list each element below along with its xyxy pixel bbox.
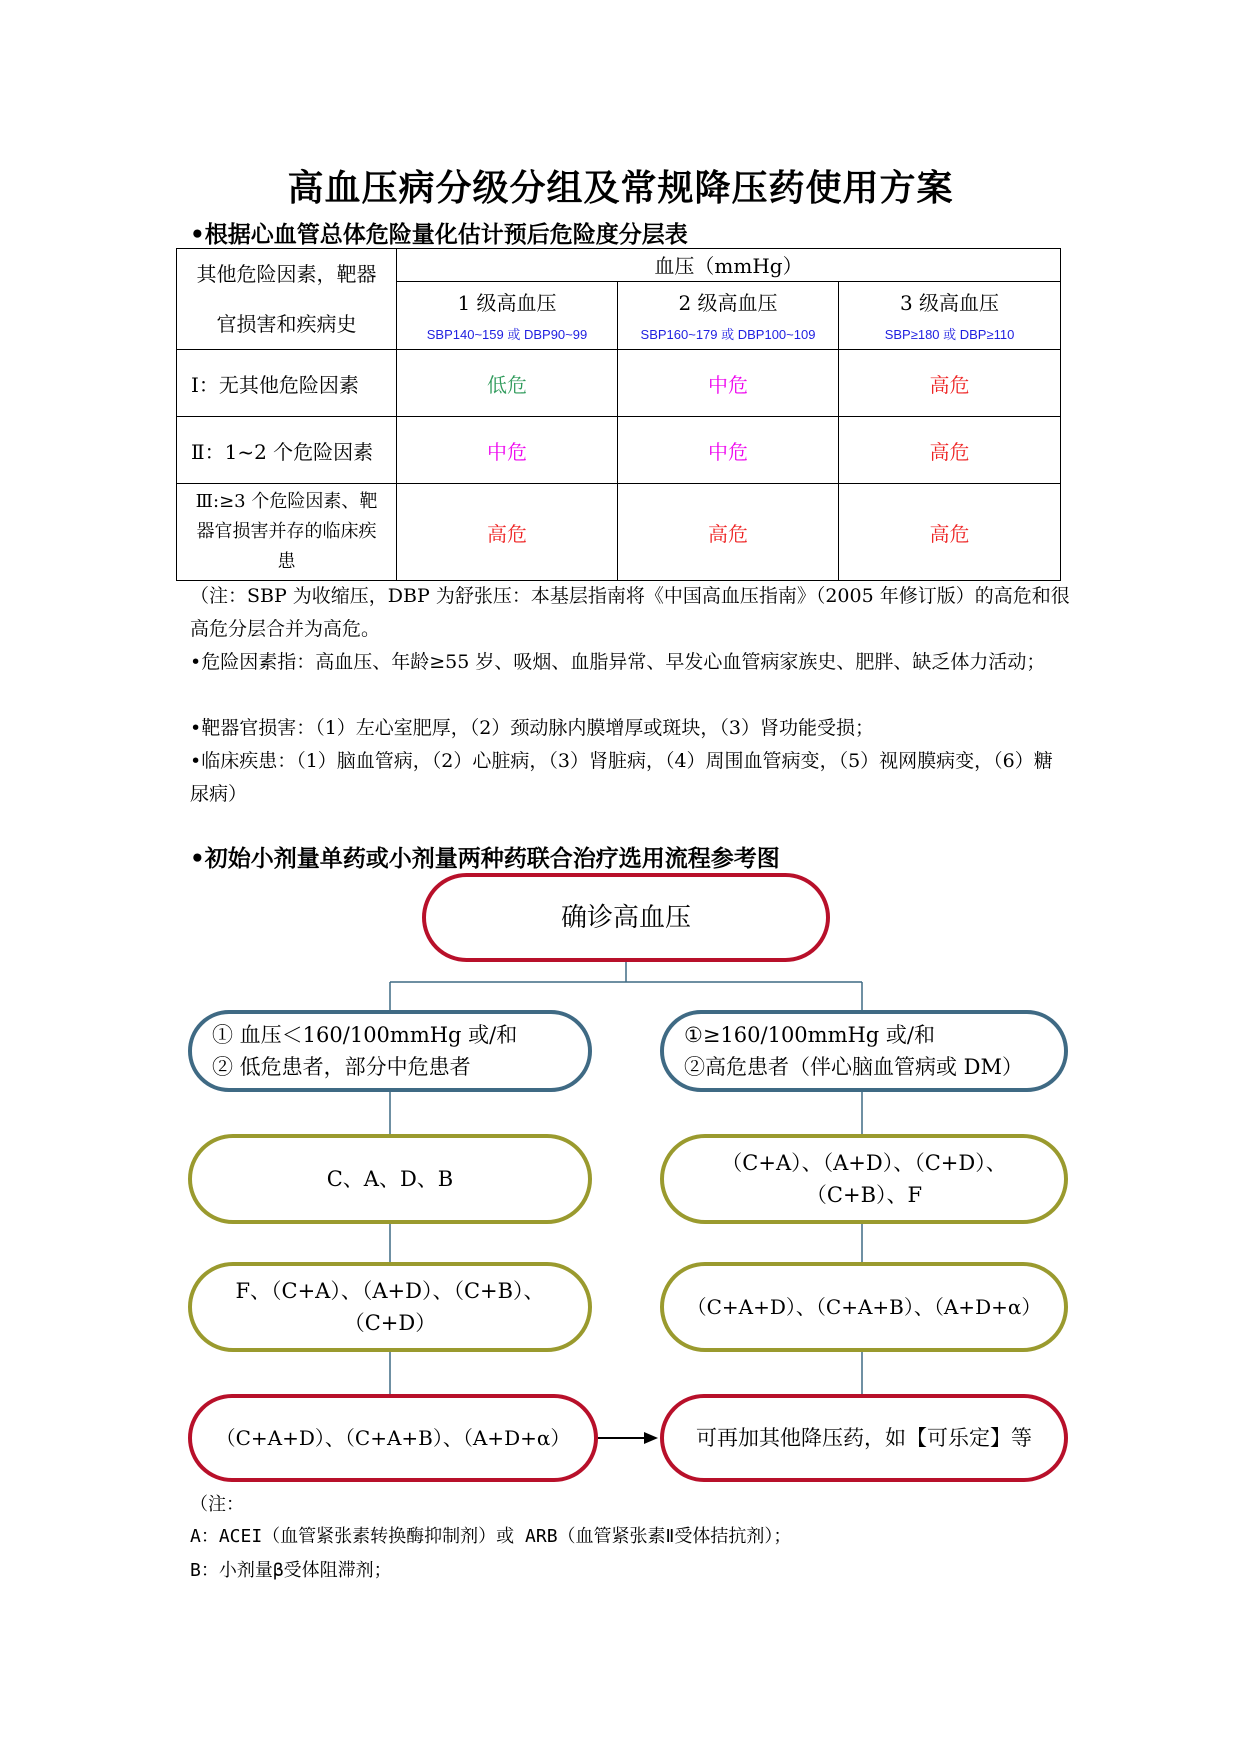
flow-right-criteria bbox=[660, 1010, 1068, 1092]
risk-cell: 中危 bbox=[618, 417, 839, 484]
footnote-heading: （注： bbox=[190, 1494, 244, 1515]
right-criteria-line-1: ①≥160/100mmHg 或/和 bbox=[684, 1023, 935, 1047]
level-range: SBP160~179 或 DBP100~109 bbox=[640, 327, 816, 343]
risk-cell: 高危 bbox=[839, 417, 1061, 484]
risk-cell: 中危 bbox=[397, 417, 618, 484]
page-title: 高血压病分级分组及常规降压药使用方案 bbox=[287, 168, 954, 209]
level-label: 3 级高血压 bbox=[899, 291, 1000, 316]
footnote-b: B：小剂量β受体阻滞剂； bbox=[190, 1560, 392, 1581]
section-heading-risk-table: •根据心血管总体危险量化估计预后危险度分层表 bbox=[190, 222, 688, 248]
target-organ-note: •靶器官损害：（1）左心室肥厚，（2）颈动脉内膜增厚或斑块，（3）肾功能受损； bbox=[190, 717, 874, 739]
clinical-disease-note: •临床疾患：（1）脑血管病，（2）心脏病，（3）肾脏病，（4）周围血管病变，（5）视网膜病变，（6）糖尿病） bbox=[190, 750, 1053, 805]
risk-cell: 高危 bbox=[839, 350, 1061, 417]
level-label: 2 级高血压 bbox=[678, 291, 778, 316]
flow-right-step-3: 可再加其他降压药，如【可乐定】等 bbox=[660, 1394, 1068, 1482]
flow-right-step-1 bbox=[660, 1134, 1068, 1224]
left-step-2-line-2: （C+D） bbox=[343, 1311, 437, 1335]
row-label: Ⅱ：1~2 个危险因素 bbox=[177, 417, 397, 484]
bp-header: 血压（mmHg） bbox=[397, 249, 1061, 282]
flow-left-criteria bbox=[188, 1010, 592, 1092]
right-step-1-line-1: （C+A）、（A+D）、（C+D）、 bbox=[721, 1151, 1007, 1175]
row-label: Ⅲ:≥3 个危险因素、靶器官损害并存的临床疾患 bbox=[177, 484, 397, 581]
flow-left-step-2 bbox=[188, 1262, 592, 1352]
footnote-a: A：ACEI（血管紧张素转换酶抑制剂）或 ARB（血管紧张素Ⅱ受体拮抗剂）； bbox=[190, 1526, 792, 1547]
corner-line-2: 官损害和疾病史 bbox=[216, 312, 357, 336]
risk-cell: 高危 bbox=[618, 484, 839, 581]
section-heading-flowchart: •初始小剂量单药或小剂量两种药联合治疗选用流程参考图 bbox=[190, 846, 780, 872]
corner-line-1: 其他危险因素，靶器 bbox=[196, 262, 377, 286]
flow-right-step-2: （C+A+D）、（C+A+B）、（A+D+α） bbox=[660, 1262, 1068, 1352]
risk-cell: 高危 bbox=[839, 484, 1061, 581]
flow-left-step-1: C、A、D、B bbox=[188, 1134, 592, 1224]
level-range: SBP140~159 或 DBP90~99 bbox=[426, 327, 588, 343]
risk-cell: 高危 bbox=[397, 484, 618, 581]
risk-cell: 低危 bbox=[397, 350, 618, 417]
left-criteria-line-1: ① 血压＜160/100mmHg 或/和 bbox=[212, 1023, 518, 1047]
risk-cell: 中危 bbox=[618, 350, 839, 417]
row-label: Ⅰ：无其他危险因素 bbox=[177, 350, 397, 417]
risk-factors-note: •危险因素指：高血压、年龄≥55 岁、吸烟、血脂异常、早发心血管病家族史、肥胖、缺乏体力活动； bbox=[190, 651, 1046, 673]
right-criteria-line-2: ②高危患者（伴心脑血管病或 DM） bbox=[684, 1055, 1024, 1079]
level-range: SBP≥180 或 DBP≥110 bbox=[884, 327, 1015, 343]
table-note: （注：SBP 为收缩压，DBP 为舒张压：本基层指南将《中国高血压指南》（2005 年修订版）的高危和很高危分层合并为高危。 bbox=[190, 585, 1070, 640]
left-step-2-line-1: F、（C+A）、（A+D）、（C+B）、 bbox=[235, 1279, 545, 1303]
flow-left-step-3: （C+A+D）、（C+A+B）、（A+D+α） bbox=[188, 1394, 598, 1482]
level-label: 1 级高血压 bbox=[457, 291, 557, 316]
flow-diagnose-hypertension: 确诊高血压 bbox=[422, 873, 830, 962]
left-criteria-line-2: ② 低危患者，部分中危患者 bbox=[212, 1055, 471, 1079]
right-step-1-line-2: （C+B）、F bbox=[805, 1183, 923, 1207]
